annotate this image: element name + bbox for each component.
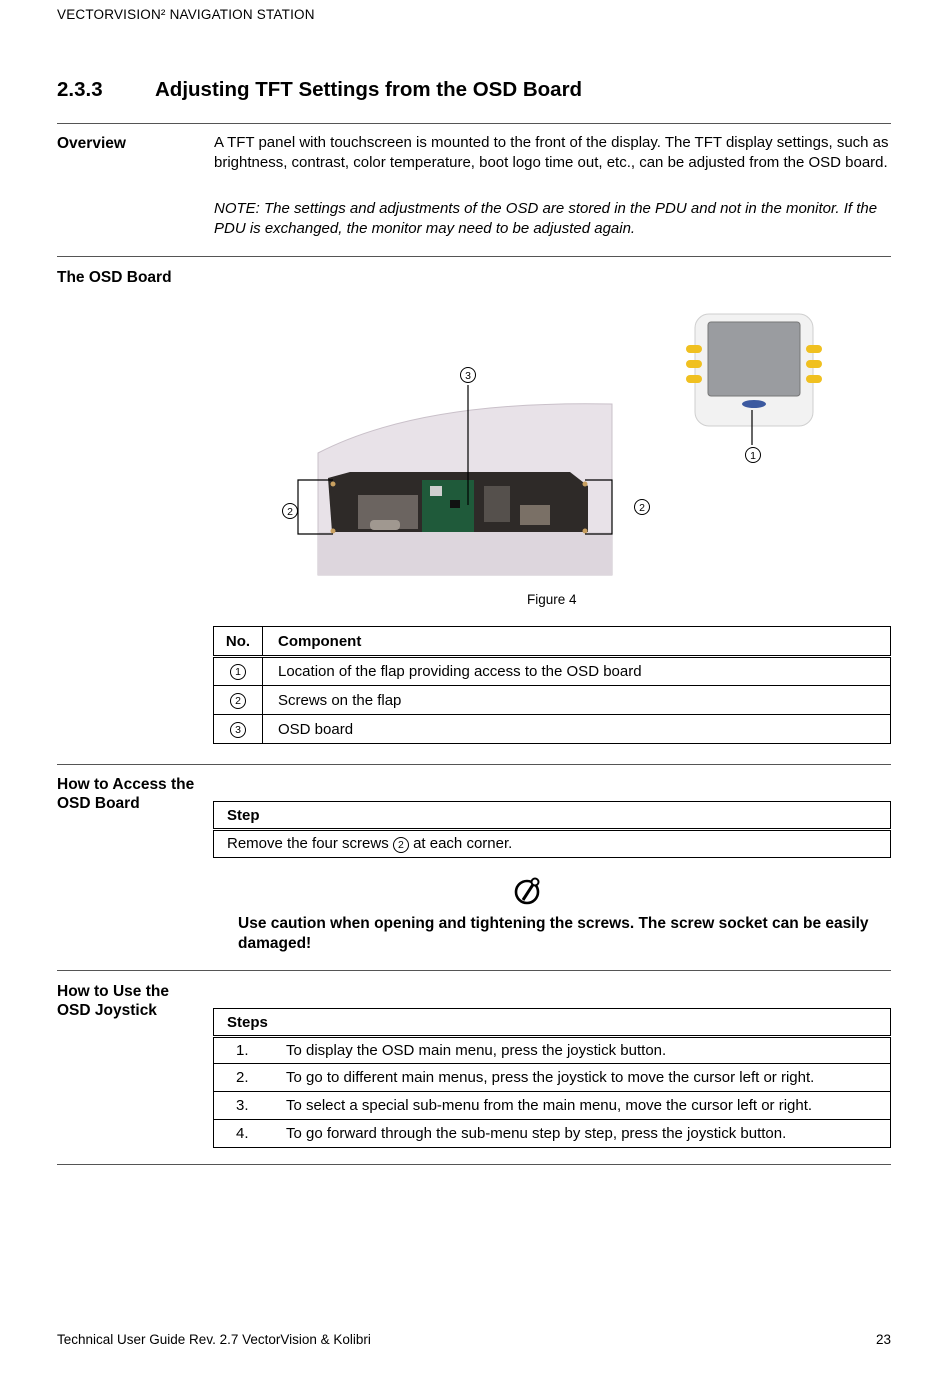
table-cell: OSD board — [263, 715, 891, 744]
divider — [57, 764, 891, 765]
figure-caption: Figure 4 — [527, 592, 577, 607]
table-row — [214, 686, 891, 715]
monitor-front-photo — [686, 314, 822, 426]
overview-text: A TFT panel with touchscreen is mounted to the front of the display. The TFT display settings, such as brightness, contrast, color temperature, boot logo time out, etc., can be adjusted from the OSD board. — [214, 134, 889, 171]
running-header: VECTORVISION² NAVIGATION STATION — [57, 7, 315, 22]
step-number: 4. — [214, 1120, 287, 1148]
callout-marker-2-left — [283, 504, 298, 519]
callout-marker-2-right — [635, 500, 650, 515]
section-number: 2.3.3 — [57, 78, 103, 101]
overview-label: Overview — [57, 135, 126, 152]
access-label — [57, 775, 194, 813]
svg-text:3: 3 — [465, 370, 471, 382]
svg-text:1: 1 — [750, 450, 756, 462]
callout-ref: 2 — [230, 693, 246, 709]
step-number: 2. — [214, 1064, 287, 1092]
table-row — [214, 715, 891, 744]
callout-ref: 1 — [230, 664, 246, 680]
section-title: Adjusting TFT Settings from the OSD Board — [155, 78, 583, 101]
joystick-label — [57, 982, 169, 1020]
overview-note: NOTE: The settings and adjustments of the OSD are stored in the PDU and not in the monitor. If the PDU is exchanged, the monitor may need to be adjusted again. — [214, 200, 878, 237]
step-text: To display the OSD main menu, press the joystick button. — [286, 1037, 891, 1064]
step-text: To go forward through the sub-menu step by step, press the joystick button. — [286, 1120, 891, 1148]
table-row — [214, 1092, 891, 1120]
joystick-steps-table — [213, 1008, 891, 1148]
step-cell — [214, 830, 891, 858]
table-row — [214, 1064, 891, 1092]
joystick-label-line1: How to Use the — [57, 983, 169, 1000]
step-number: 3. — [214, 1092, 287, 1120]
footer-document-title: Technical User Guide Rev. 2.7 VectorVision & Kolibri — [57, 1332, 371, 1347]
callout-ref: 2 — [393, 837, 409, 853]
callout-marker-3 — [461, 368, 476, 383]
table-header-component: Component — [263, 627, 891, 657]
joystick-label-line2: OSD Joystick — [57, 1002, 157, 1019]
table-header-no: No. — [214, 627, 263, 657]
step-text: To select a special sub-menu from the main menu, move the cursor left or right. — [286, 1092, 891, 1120]
step-text: Remove the four screws — [227, 835, 393, 853]
osd-board-label: The OSD Board — [57, 269, 172, 286]
step-number: 1. — [214, 1037, 287, 1064]
step-text: To go to different main menus, press the joystick to move the cursor left or right. — [286, 1064, 891, 1092]
step-text-end: at each corner. — [408, 835, 513, 853]
figure-osd-board — [270, 300, 850, 585]
access-label-line1: How to Access the — [57, 776, 195, 793]
component-table — [213, 626, 891, 744]
svg-text:2: 2 — [287, 506, 293, 518]
access-label-line2: OSD Board — [57, 795, 140, 812]
callout-ref: 3 — [230, 722, 246, 738]
monitor-housing-photo — [318, 404, 612, 575]
access-step-table — [213, 801, 891, 858]
divider — [57, 1164, 891, 1165]
table-cell: Location of the flap providing access to the OSD board — [263, 657, 891, 686]
callout-marker-1 — [746, 448, 761, 463]
caution-text: Use caution when opening and tightening the screws. The screw socket can be easily damaged! — [238, 915, 869, 952]
svg-text:2: 2 — [639, 502, 645, 514]
divider — [57, 256, 891, 257]
table-row — [214, 1037, 891, 1064]
divider — [57, 123, 891, 124]
table-row — [214, 1120, 891, 1148]
page-number: 23 — [875, 1332, 891, 1347]
caution-wrench-icon — [514, 877, 542, 907]
steps-header: Steps — [214, 1009, 891, 1037]
table-row — [214, 830, 891, 858]
table-row — [214, 657, 891, 686]
step-header: Step — [214, 802, 891, 830]
divider — [57, 970, 891, 971]
table-cell: Screws on the flap — [263, 686, 891, 715]
